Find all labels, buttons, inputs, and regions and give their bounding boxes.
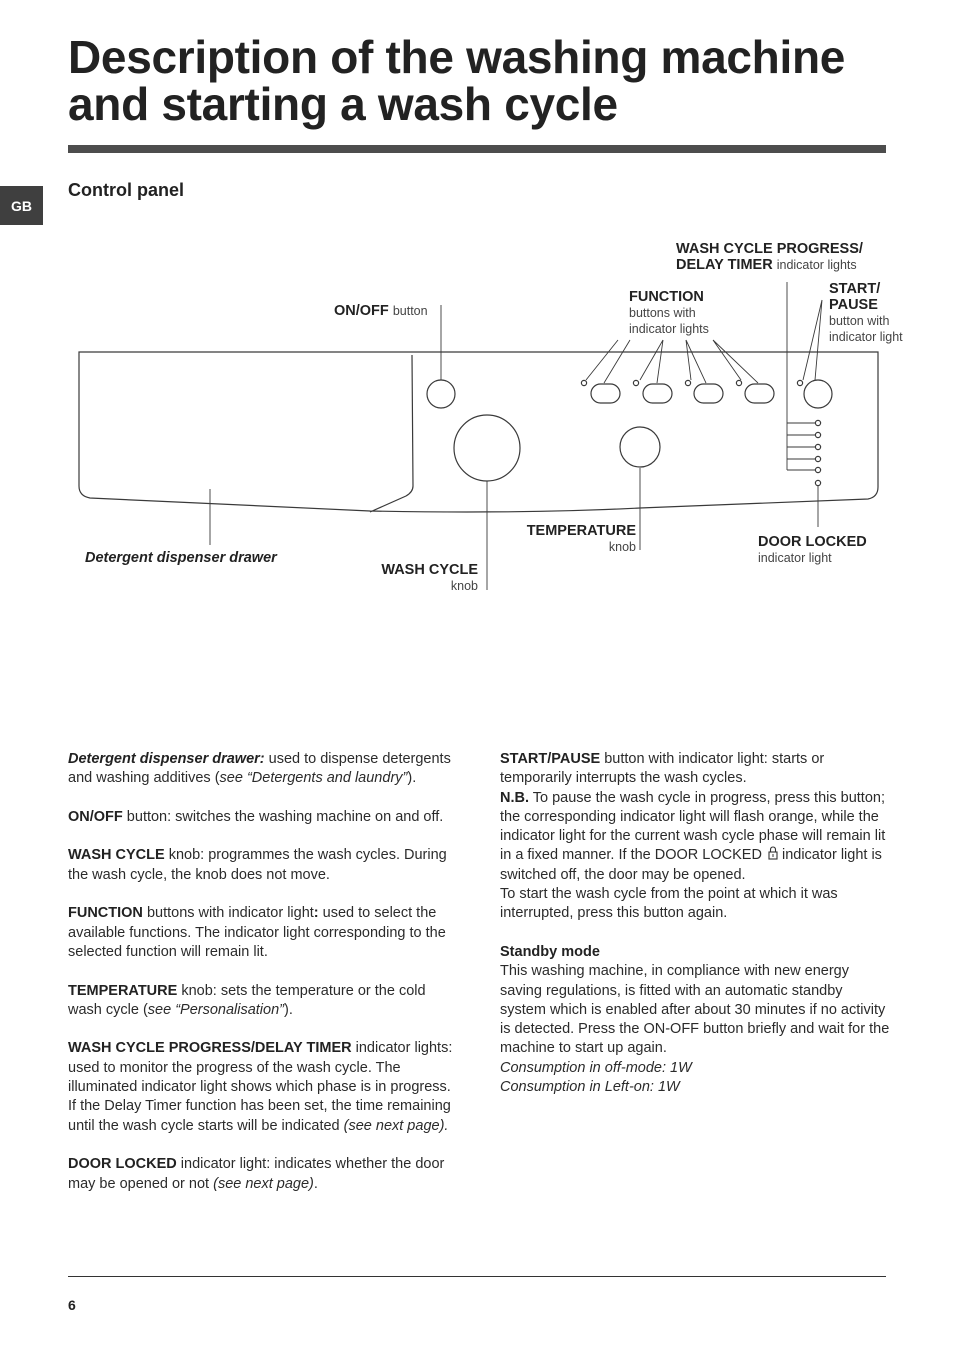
function-light-1	[581, 380, 586, 385]
washcycle-paragraph: WASH CYCLE knob: programmes the wash cycles. During the wash cycle, the knob does not move.	[68, 847, 447, 883]
label-temperature: TEMPERATURE knob	[526, 523, 636, 554]
label-detergent-drawer: Detergent dispenser drawer	[85, 550, 277, 566]
function-button-2	[643, 384, 672, 403]
label-function: FUNCTION buttons with indicator lights	[629, 289, 709, 336]
temperature-paragraph: TEMPERATURE knob: sets the temperature or the cold wash cycle (see “Personalisation”).	[68, 982, 426, 1018]
doorlocked-paragraph: DOOR LOCKED indicator light: indicates whether the door may be opened or not (see next page).	[68, 1156, 445, 1192]
temperature-knob-shape	[620, 427, 660, 467]
function-button-4	[745, 384, 774, 403]
progress-light-4	[815, 456, 820, 461]
label-startpause: START/ PAUSE button with indicator light	[829, 281, 903, 344]
left-column	[68, 750, 458, 1213]
footer-divider	[68, 1276, 886, 1277]
progress-paragraph: WASH CYCLE PROGRESS/DELAY TIMER indicator lights: used to monitor the progress of the wash cycle. The illuminated indicator light shows which phase is in progress. If the Delay Timer function has been set, the time remaining until the wash cycle starts will be indicated (see next page).	[68, 1040, 453, 1134]
onoff-paragraph: ON/OFF button: switches the washing machine on and off.	[68, 808, 444, 825]
startpause-paragraph: START/PAUSE button with indicator light: starts or temporarily interrupts the wash cycles. N.B. To pause the wash cycle in progress, press this button; the corresponding indicator light will flash orange, while the indicator light for the current wash cycle phase will remain lit in a fixed manner. If the DOOR LOCKED indicator light is switched off, the door may be opened. To start the wash cycle from the point at which it was interrupted, press this button again.	[500, 751, 886, 922]
function-button-3	[694, 384, 723, 403]
page-number: 6	[68, 1297, 76, 1313]
door-locked-light	[815, 480, 820, 485]
page-title: Description of the washing machine and starting a wash cycle	[68, 31, 846, 130]
washcycle-knob-shape	[454, 415, 520, 481]
startpause-button-shape	[804, 380, 832, 408]
detergent-paragraph: Detergent dispenser drawer: used to dispense detergents and washing additives (see “Detergents and laundry”).	[68, 751, 451, 787]
standby-paragraph: Standby mode This washing machine, in compliance with new energy saving regulations, is fitted with an automatic standby system which is enabled after about 30 minutes if no activity is detected. Press the ON-OFF button briefly and wait for the machine to start up again. Consumption in off-mode: 1W Consumption in Left-on: 1W	[500, 943, 890, 1096]
panel-outline	[79, 352, 878, 512]
right-column	[500, 750, 890, 1117]
function-paragraph: FUNCTION buttons with indicator light: used to select the available functions. The indicator light corresponding to the selected function will remain lit.	[68, 905, 446, 960]
progress-light-2	[815, 432, 820, 437]
language-tab: GB	[0, 186, 43, 225]
function-button-1	[591, 384, 620, 403]
drawer-divider	[370, 355, 413, 512]
label-door-locked: DOOR LOCKED indicator light	[758, 534, 867, 565]
label-onoff: ON/OFF button	[334, 303, 428, 319]
label-washcycle: WASH CYCLE knob	[381, 562, 478, 593]
function-light-3	[685, 380, 690, 385]
onoff-button-shape	[427, 380, 455, 408]
startpause-light	[797, 380, 802, 385]
label-wash-progress: WASH CYCLE PROGRESS/ DELAY TIMER indicator lights	[676, 241, 863, 273]
function-light-4	[736, 380, 741, 385]
section-heading-control-panel: Control panel	[68, 180, 184, 200]
progress-light-1	[815, 420, 820, 425]
progress-light-5	[815, 467, 820, 472]
lock-icon	[768, 846, 778, 860]
function-light-2	[633, 380, 638, 385]
progress-light-3	[815, 444, 820, 449]
control-panel-diagram	[0, 0, 954, 620]
